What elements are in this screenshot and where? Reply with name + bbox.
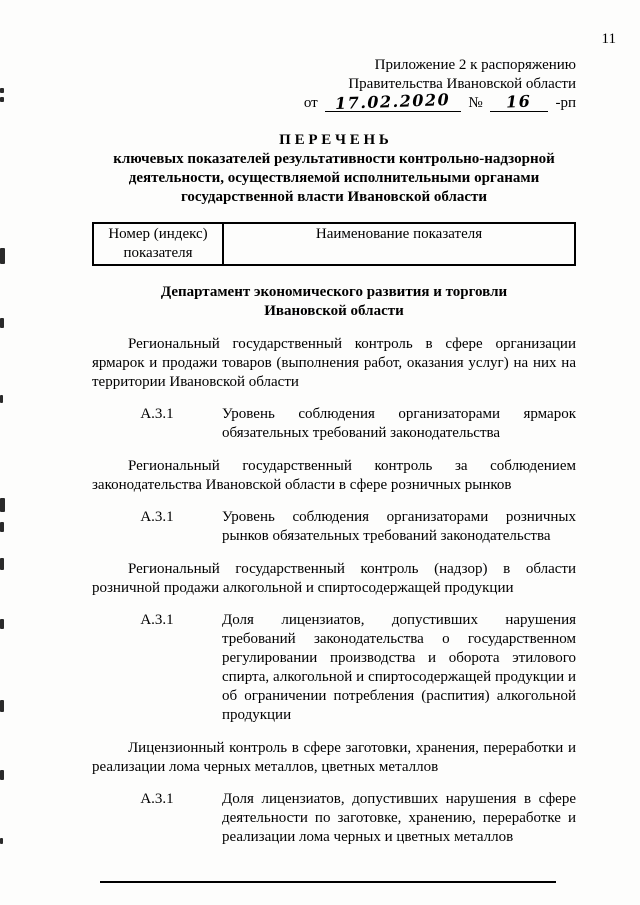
indicator-description: Доля лицензиатов, допустивших нарушения требований законодательства о государственном регулировании производства и оборота этилового спирта, алкогольной и спиртосодержащей продукции и об ограничении потребления (распития) алкогольной продукции [222,612,576,723]
handwritten-number: 16 [506,91,533,112]
col-header-name: Наименование показателя [315,226,483,242]
scan-artifact [0,498,5,512]
page-number: 11 [601,31,616,47]
bottom-rule [100,881,556,883]
scan-artifact [0,838,3,844]
scan-artifact [0,558,4,570]
document-title [92,131,576,207]
scan-artifact [0,770,4,780]
title-line-4: государственной власти Ивановской области [180,189,488,205]
indicator-description: Уровень соблюдения организаторами ярмарок обязательных требований законодательства [222,406,576,441]
appendix-line-1: Приложение 2 к распоряжению [374,57,576,73]
section-intro: Региональный государственный контроль в сфере организации ярмарок и продажи товаров (выполнения работ, оказания услуг) на них на территории Ивановской области [92,336,576,390]
indicator-row [92,790,576,847]
title-line-3: деятельности, осуществляемой исполнительными органами [128,170,540,186]
scan-artifact [0,88,4,93]
indicator-code: А.3.1 [140,791,174,807]
scan-artifact [0,395,3,403]
appendix-suffix: -рп [555,95,576,111]
table-header [92,222,576,266]
section-intro: Региональный государственный контроль (надзор) в области розничной продажи алкогольной и спиртосодержащей продукции [92,561,576,596]
section-intro: Лицензионный контроль в сфере заготовки, хранения, переработки и реализации лома черных металлов, цветных металлов [92,740,576,775]
department-line-2: Ивановской области [264,303,404,319]
section-intro: Региональный государственный контроль за соблюдением законодательства Ивановской области в сфере розничных рынков [92,458,576,493]
indicator-code: А.3.1 [140,612,174,628]
indicator-description: Уровень соблюдения организаторами розничных рынков обязательных требований законодательства [222,509,576,544]
col-header-index: Номер (индекс) показателя [94,224,224,264]
scan-artifact [0,700,4,712]
scan-artifact [0,522,4,532]
indicator-code: А.3.1 [140,509,174,525]
appendix-block [92,56,576,113]
indicator-row [92,611,576,725]
date-blank [325,89,460,114]
indicator-row [92,508,576,546]
appendix-line-2: Правительства Ивановской области [348,76,576,92]
scan-artifact [0,97,4,102]
number-blank [490,91,547,112]
title-line-1: П Е Р Е Ч Е Н Ь [279,132,389,148]
department-heading [92,283,576,321]
indicator-code: А.3.1 [140,406,174,422]
number-sign: № [468,95,483,111]
indicator-row [92,405,576,443]
scan-artifact [0,248,5,264]
indicator-description: Доля лицензиатов, допустивших нарушения в сфере деятельности по заготовке, хранению, переработке и реализации лома черных и цветных металлов [222,791,576,845]
title-line-2: ключевых показателей результативности контрольно-надзорной [113,151,555,167]
appendix-line-3 [92,89,576,114]
handwritten-date: 17.02.2020 [335,89,451,114]
date-prefix: от [303,95,318,111]
scan-artifact [0,619,4,629]
scan-artifact [0,318,4,328]
department-line-1: Департамент экономического развития и торговли [160,284,508,300]
